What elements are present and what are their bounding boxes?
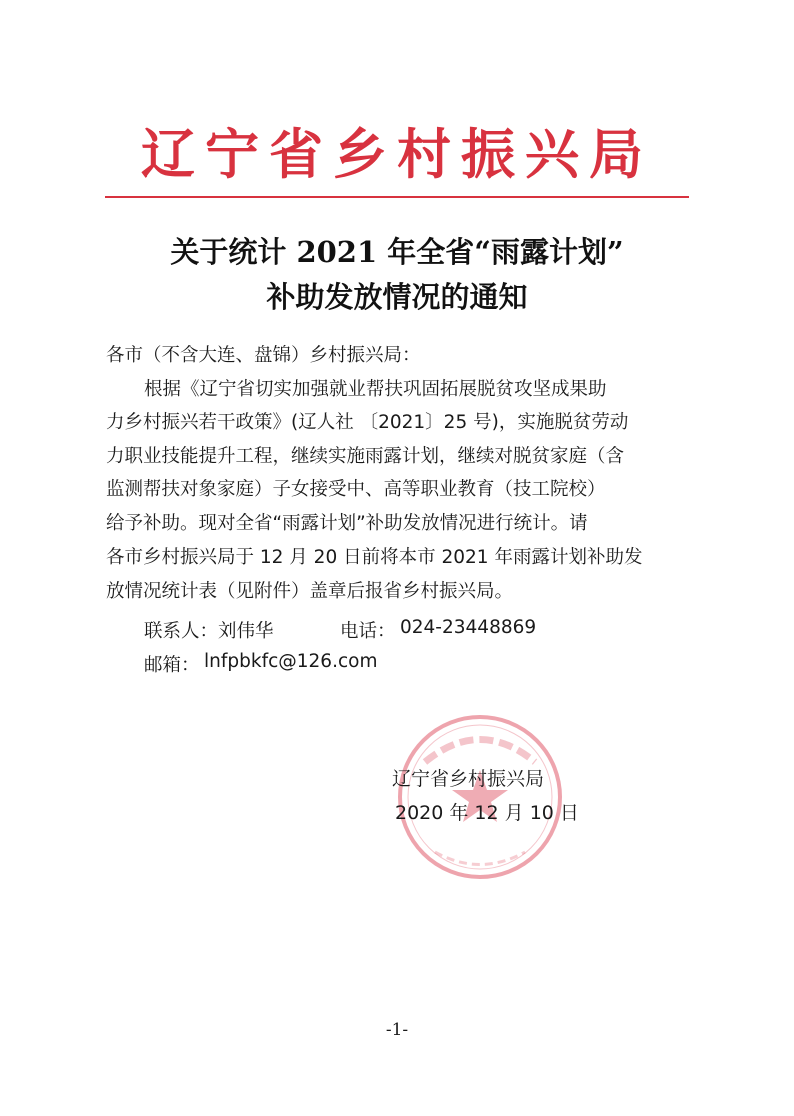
signature-organization: 辽宁省乡村振兴局: [392, 768, 545, 790]
contact-phone-label: 电话：: [340, 621, 396, 642]
notice-title-line-2: 补助发放情况的通知: [266, 280, 528, 314]
contact-phone-number: 024-23448869: [400, 617, 537, 638]
contact-person-label: 联系人：: [144, 621, 219, 642]
addressee: 各市（不含大连、盘锦）乡村振兴局：: [106, 345, 421, 366]
body-line-2: 力乡村振兴若干政策》(辽人社 〔2021〕25 号)，实施脱贫劳动: [106, 412, 629, 433]
body-line-1: 根据《辽宁省切实加强就业帮扶巩固拓展脱贫攻坚成果助: [144, 379, 607, 400]
contact-email-address[interactable]: lnfpbkfc@126.com: [204, 651, 378, 672]
body-line-4: 监测帮扶对象家庭）子女接受中、高等职业教育（技工院校）: [106, 479, 606, 500]
body-line-6: 各市乡村振兴局于 12 月 20 日前将本市 2021 年雨露计划补助发: [106, 547, 643, 568]
body-line-7: 放情况统计表（见附件）盖章后报省乡村振兴局。: [106, 581, 514, 602]
page-number: -1-: [385, 1020, 409, 1040]
letterhead-red-rule: [105, 196, 689, 198]
contact-person-name: 刘伟华: [218, 621, 274, 642]
signature-date: 2020 年 12 月 10 日: [395, 802, 579, 824]
contact-email-label: 邮箱：: [144, 655, 200, 676]
official-seal-stamp: [395, 712, 565, 882]
notice-title-line-1: 关于统计 2021 年全省“雨露计划”: [170, 235, 624, 269]
org-letterhead-title: 辽宁省乡村振兴局: [141, 122, 653, 186]
body-line-3: 力职业技能提升工程，继续实施雨露计划，继续对脱贫家庭（含: [106, 446, 625, 467]
body-line-5: 给予补助。现对全省“雨露计划”补助发放情况进行统计。请: [106, 513, 588, 534]
